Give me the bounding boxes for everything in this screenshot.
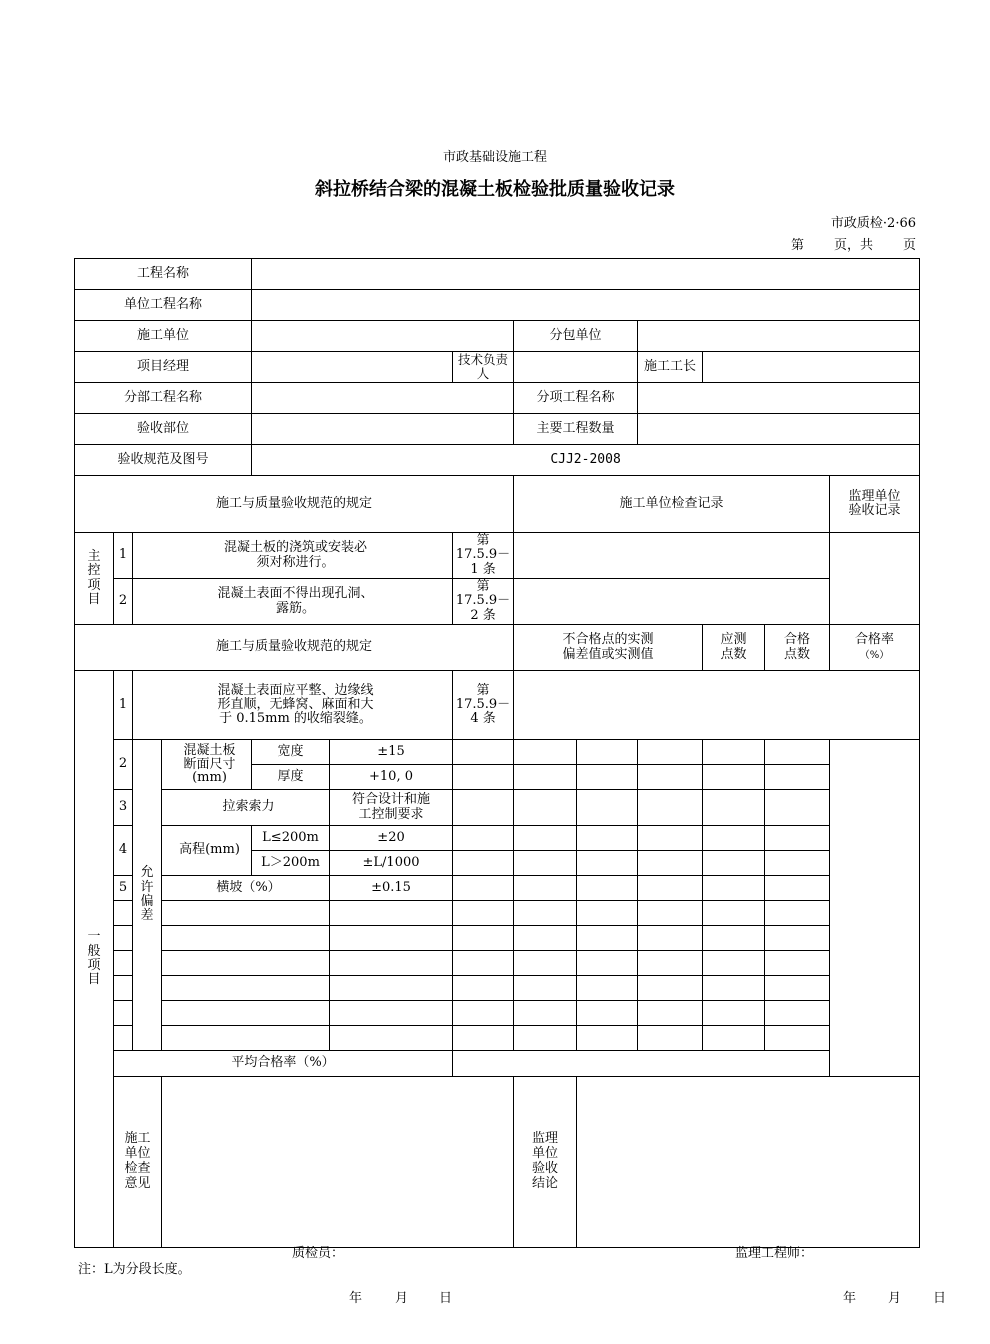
elevation-tol-1: ±20 [330,826,453,851]
division-name-label: 分部工程名称 [75,383,252,414]
main-item-no: 1 [114,533,133,579]
main-control-char: 目 [87,591,101,607]
main-item-desc-line: 露筋。 [276,600,316,616]
unit-opinion-line: 检查 [124,1161,151,1176]
ok-rate-header [830,625,920,671]
inspector-label: 质检员： [292,1246,345,1261]
empty-cell[interactable] [114,976,133,1001]
general-item-no: 4 [114,826,133,876]
main-item-desc [133,579,453,625]
empty-cell[interactable] [162,951,330,976]
thickness-tolerance: +10, 0 [330,765,453,790]
project-manager-value[interactable] [252,352,453,383]
measure-cell[interactable] [514,926,577,951]
sub-unit-label: 分包单位 [514,321,638,352]
measure-cell[interactable] [453,1001,514,1026]
general-item-desc [133,671,453,740]
page-di: 第 [790,238,804,253]
main-item-check[interactable] [514,533,830,579]
measure-cell[interactable] [577,740,638,765]
measure-cell[interactable] [765,901,830,926]
project-name-value[interactable] [252,259,920,290]
section-size-label [162,740,252,790]
ok-rate-line: 合格率 [855,632,895,648]
month-label: 月 [395,1291,409,1306]
allow-char: 允 [140,865,154,881]
general-item-check[interactable] [514,671,920,740]
measure-cell[interactable] [765,765,830,790]
measure-cell[interactable] [703,901,765,926]
measure-cell[interactable] [453,765,514,790]
measure-cell[interactable] [514,876,577,901]
item-name-value[interactable] [638,383,920,414]
measure-cell[interactable] [453,901,514,926]
empty-cell[interactable] [114,951,133,976]
empty-cell[interactable] [330,926,453,951]
construction-unit-label: 施工单位 [75,321,252,352]
cross-slope-tolerance: ±0.15 [330,876,453,901]
measure-cell[interactable] [765,926,830,951]
cable-force-tolerance [330,790,453,826]
measure-cell[interactable] [453,976,514,1001]
empty-cell[interactable] [162,901,330,926]
day-label: 日 [439,1291,453,1306]
measure-cell[interactable] [453,876,514,901]
form-subtitle: 市政基础设施工程 [442,150,547,165]
measure-cell[interactable] [638,876,703,901]
empty-cell[interactable] [330,901,453,926]
tech-lead-label: 技术负责人 [453,352,514,383]
ok-points-line: 合格 [784,632,811,648]
measure-cell[interactable] [577,951,638,976]
main-control-label [75,533,114,625]
measure-cell[interactable] [453,1026,514,1051]
division-name-value[interactable] [252,383,514,414]
thickness-label: 厚度 [252,765,330,790]
unit-opinion-area[interactable] [162,1077,514,1306]
measure-cell[interactable] [703,1001,765,1026]
empty-cell[interactable] [330,951,453,976]
measure-cell[interactable] [453,790,514,826]
main-item-no: 2 [114,579,133,625]
cable-force-tol-line: 符合设计和施 [352,792,431,808]
measure-cell[interactable] [577,851,638,876]
main-quantity-value[interactable] [638,414,920,445]
day-label: 日 [933,1291,947,1306]
general-char: 一 [87,929,101,945]
section-size-line: 混凝土板 [183,743,236,759]
general-item-desc-line: 形直顺，无蜂窝、麻面和大 [217,696,374,712]
measure-cell[interactable] [514,976,577,1001]
width-label: 宽度 [252,740,330,765]
measure-cell[interactable] [638,1001,703,1026]
measure-cell[interactable] [577,901,638,926]
section-size-line: 断面尺寸 [183,756,236,772]
measure-cell[interactable] [453,740,514,765]
measure-cell[interactable] [453,951,514,976]
elevation-tol-2: ±L/1000 [330,851,453,876]
measure-cell[interactable] [703,740,765,765]
measure-cell[interactable] [453,851,514,876]
foreman-label: 施工工长 [638,352,703,383]
measure-cell[interactable] [703,951,765,976]
unit-project-name-value[interactable] [252,290,920,321]
measure-cell[interactable] [577,1026,638,1051]
project-manager-label: 项目经理 [75,352,252,383]
measure-cell[interactable] [638,790,703,826]
empty-cell[interactable] [330,1026,453,1051]
elevation-label: 高程(mm) [162,826,252,876]
unit-opinion-label [114,1077,162,1248]
measure-cell[interactable] [638,765,703,790]
main-control-char: 项 [87,577,101,593]
width-tolerance: ±15 [330,740,453,765]
ok-points-line: 点数 [784,646,811,662]
measure-cell[interactable] [577,826,638,851]
supervisor-record-line2: 验收记录 [848,503,901,518]
main-item-desc-line: 须对称进行。 [256,554,335,570]
main-quantity-label: 主要工程数量 [514,414,638,445]
main-item-clause: 第 17.5.9－1 条 [453,533,514,579]
allow-deviation-label [133,740,162,1051]
allow-char: 偏 [140,894,154,909]
measure-cell[interactable] [638,826,703,851]
measure-cell[interactable] [453,926,514,951]
unit-opinion-line: 单位 [124,1146,151,1162]
measure-cell[interactable] [765,790,830,826]
unit-opinion-line: 意见 [124,1175,151,1191]
page-end: 页 [902,238,916,253]
general-item-clause: 第 17.5.9－4 条 [453,671,514,740]
cable-force-label: 拉索索力 [162,790,330,826]
elevation-cond-2: L＞200m [252,851,330,876]
measure-cell[interactable] [514,765,577,790]
supervisor-conclusion-line: 验收 [532,1161,559,1176]
main-supervisor-record[interactable] [830,533,920,625]
empty-cell[interactable] [114,901,133,926]
year-label: 年 [843,1291,857,1306]
empty-cell[interactable] [162,1001,330,1026]
ok-rate-line: （%） [859,649,890,661]
measure-cell[interactable] [514,1001,577,1026]
unit-check-header: 施工单位检查记录 [514,476,830,533]
measure-cell[interactable] [765,1026,830,1051]
sub-unit-value[interactable] [638,321,920,352]
measure-cell[interactable] [514,901,577,926]
measure-cell[interactable] [638,951,703,976]
supervisor-conclusion-line: 结论 [532,1175,559,1191]
spec-label: 验收规范及图号 [75,445,252,476]
supervisor-record-header [830,476,920,533]
measure-cell[interactable] [577,790,638,826]
general-item-no: 3 [114,790,133,826]
measure-cell[interactable] [577,1001,638,1026]
general-item-desc-line: 混凝土表面应平整、边缘线 [217,682,374,698]
main-item-desc-line: 混凝土表面不得出现孔洞、 [217,586,374,602]
points-line: 点数 [720,646,747,662]
acceptance-part-value[interactable] [252,414,514,445]
main-item-desc-line: 混凝土板的浇筑或安装必 [224,540,368,556]
nonconform-line: 偏差值或实测值 [562,646,654,662]
measure-cell[interactable] [765,851,830,876]
cable-force-tol-line: 工控制要求 [358,806,424,822]
supervisor-conclusion-line: 监理 [532,1131,559,1147]
measure-cell[interactable] [514,790,577,826]
measure-cell[interactable] [514,851,577,876]
empty-cell[interactable] [114,1001,133,1026]
general-label [75,671,114,1248]
page-indicator [791,239,916,254]
measure-cell[interactable] [703,976,765,1001]
measure-cell[interactable] [577,765,638,790]
measure-cell[interactable] [638,1026,703,1051]
tech-lead-value[interactable] [514,352,638,383]
measure-cell[interactable] [703,876,765,901]
main-control-char: 控 [87,563,101,579]
empty-cell[interactable] [114,1026,133,1051]
measure-cell[interactable] [638,740,703,765]
general-char: 般 [87,943,101,959]
spec-rules-header: 施工与质量验收规范的规定 [75,476,514,533]
nonconform-header [514,625,703,671]
cross-slope-label: 横坡（%） [162,876,330,901]
unit-opinion-line: 施工 [124,1131,151,1147]
measure-cell[interactable] [453,826,514,851]
unit-project-name-label: 单位工程名称 [75,290,252,321]
general-item-desc-line: 于 0.15mm 的收缩裂缝。 [219,711,372,727]
nonconform-line: 不合格点的实测 [562,632,654,648]
main-item-clause: 第 17.5.9－2 条 [453,579,514,625]
measure-cell[interactable] [514,826,577,851]
measure-cell[interactable] [703,926,765,951]
general-char: 项 [87,958,101,973]
footer-note: 注：L为分段长度。 [78,1262,191,1277]
measure-cell[interactable] [514,951,577,976]
supervisor-conclusion-line: 单位 [532,1146,559,1162]
measure-cell[interactable] [703,1026,765,1051]
measure-cell[interactable] [638,901,703,926]
month-label: 月 [888,1291,902,1306]
empty-cell[interactable] [330,1001,453,1026]
empty-cell[interactable] [330,976,453,1001]
construction-unit-value[interactable] [252,321,514,352]
measure-cell[interactable] [638,926,703,951]
empty-cell[interactable] [162,926,330,951]
allow-char: 差 [140,908,154,924]
measure-cell[interactable] [577,876,638,901]
elevation-cond-1: L≤200m [252,826,330,851]
section-size-line: (mm) [192,770,227,786]
avg-rate-value[interactable] [453,1051,830,1077]
allow-char: 许 [140,879,154,895]
measure-cell[interactable] [703,826,765,851]
measure-cell[interactable] [703,790,765,826]
measure-cell[interactable] [703,851,765,876]
measure-cell[interactable] [765,826,830,851]
foreman-value[interactable] [703,352,920,383]
measure-cell[interactable] [514,740,577,765]
measure-cell[interactable] [765,976,830,1001]
form-title: 斜拉桥结合梁的混凝土板检验批质量验收记录 [315,179,675,200]
measure-cell[interactable] [703,765,765,790]
year-label: 年 [349,1291,363,1306]
general-item-no: 5 [114,876,133,901]
page-ye: 页，共 [833,238,873,253]
points-line: 应测 [720,632,747,648]
main-item-desc [133,533,453,579]
measure-cell[interactable] [765,876,830,901]
general-item-no: 2 [114,740,133,790]
avg-rate-label: 平均合格率（%） [114,1051,453,1077]
measure-cell[interactable] [514,1026,577,1051]
project-name-label: 工程名称 [75,259,252,290]
measure-cell[interactable] [577,976,638,1001]
main-item-check[interactable] [514,579,830,625]
acceptance-part-label: 验收部位 [75,414,252,445]
general-item-no: 1 [114,671,133,740]
supervisor-conclusion-area[interactable] [577,1077,947,1306]
supervisor-conclusion-label [514,1077,577,1248]
measure-cell[interactable] [638,851,703,876]
measure-cell[interactable] [577,926,638,951]
item-name-label: 分项工程名称 [514,383,638,414]
engineer-label: 监理工程师： [735,1246,814,1261]
spec-value: CJJ2-2008 [252,445,920,476]
ok-points-header [765,625,830,671]
empty-cell[interactable] [162,1026,330,1051]
empty-cell[interactable] [162,976,330,1001]
general-char: 目 [87,972,101,988]
form-code: 市政质检·2·66 [830,216,916,231]
measure-cell[interactable] [765,951,830,976]
measure-cell[interactable] [638,976,703,1001]
measure-cell[interactable] [765,740,830,765]
points-header [703,625,765,671]
empty-cell[interactable] [114,926,133,951]
supervisor-record-line1: 监理单位 [848,488,901,504]
main-control-char: 主 [87,548,101,564]
measure-cell[interactable] [765,1001,830,1026]
general-spec-rules-header: 施工与质量验收规范的规定 [75,625,514,671]
